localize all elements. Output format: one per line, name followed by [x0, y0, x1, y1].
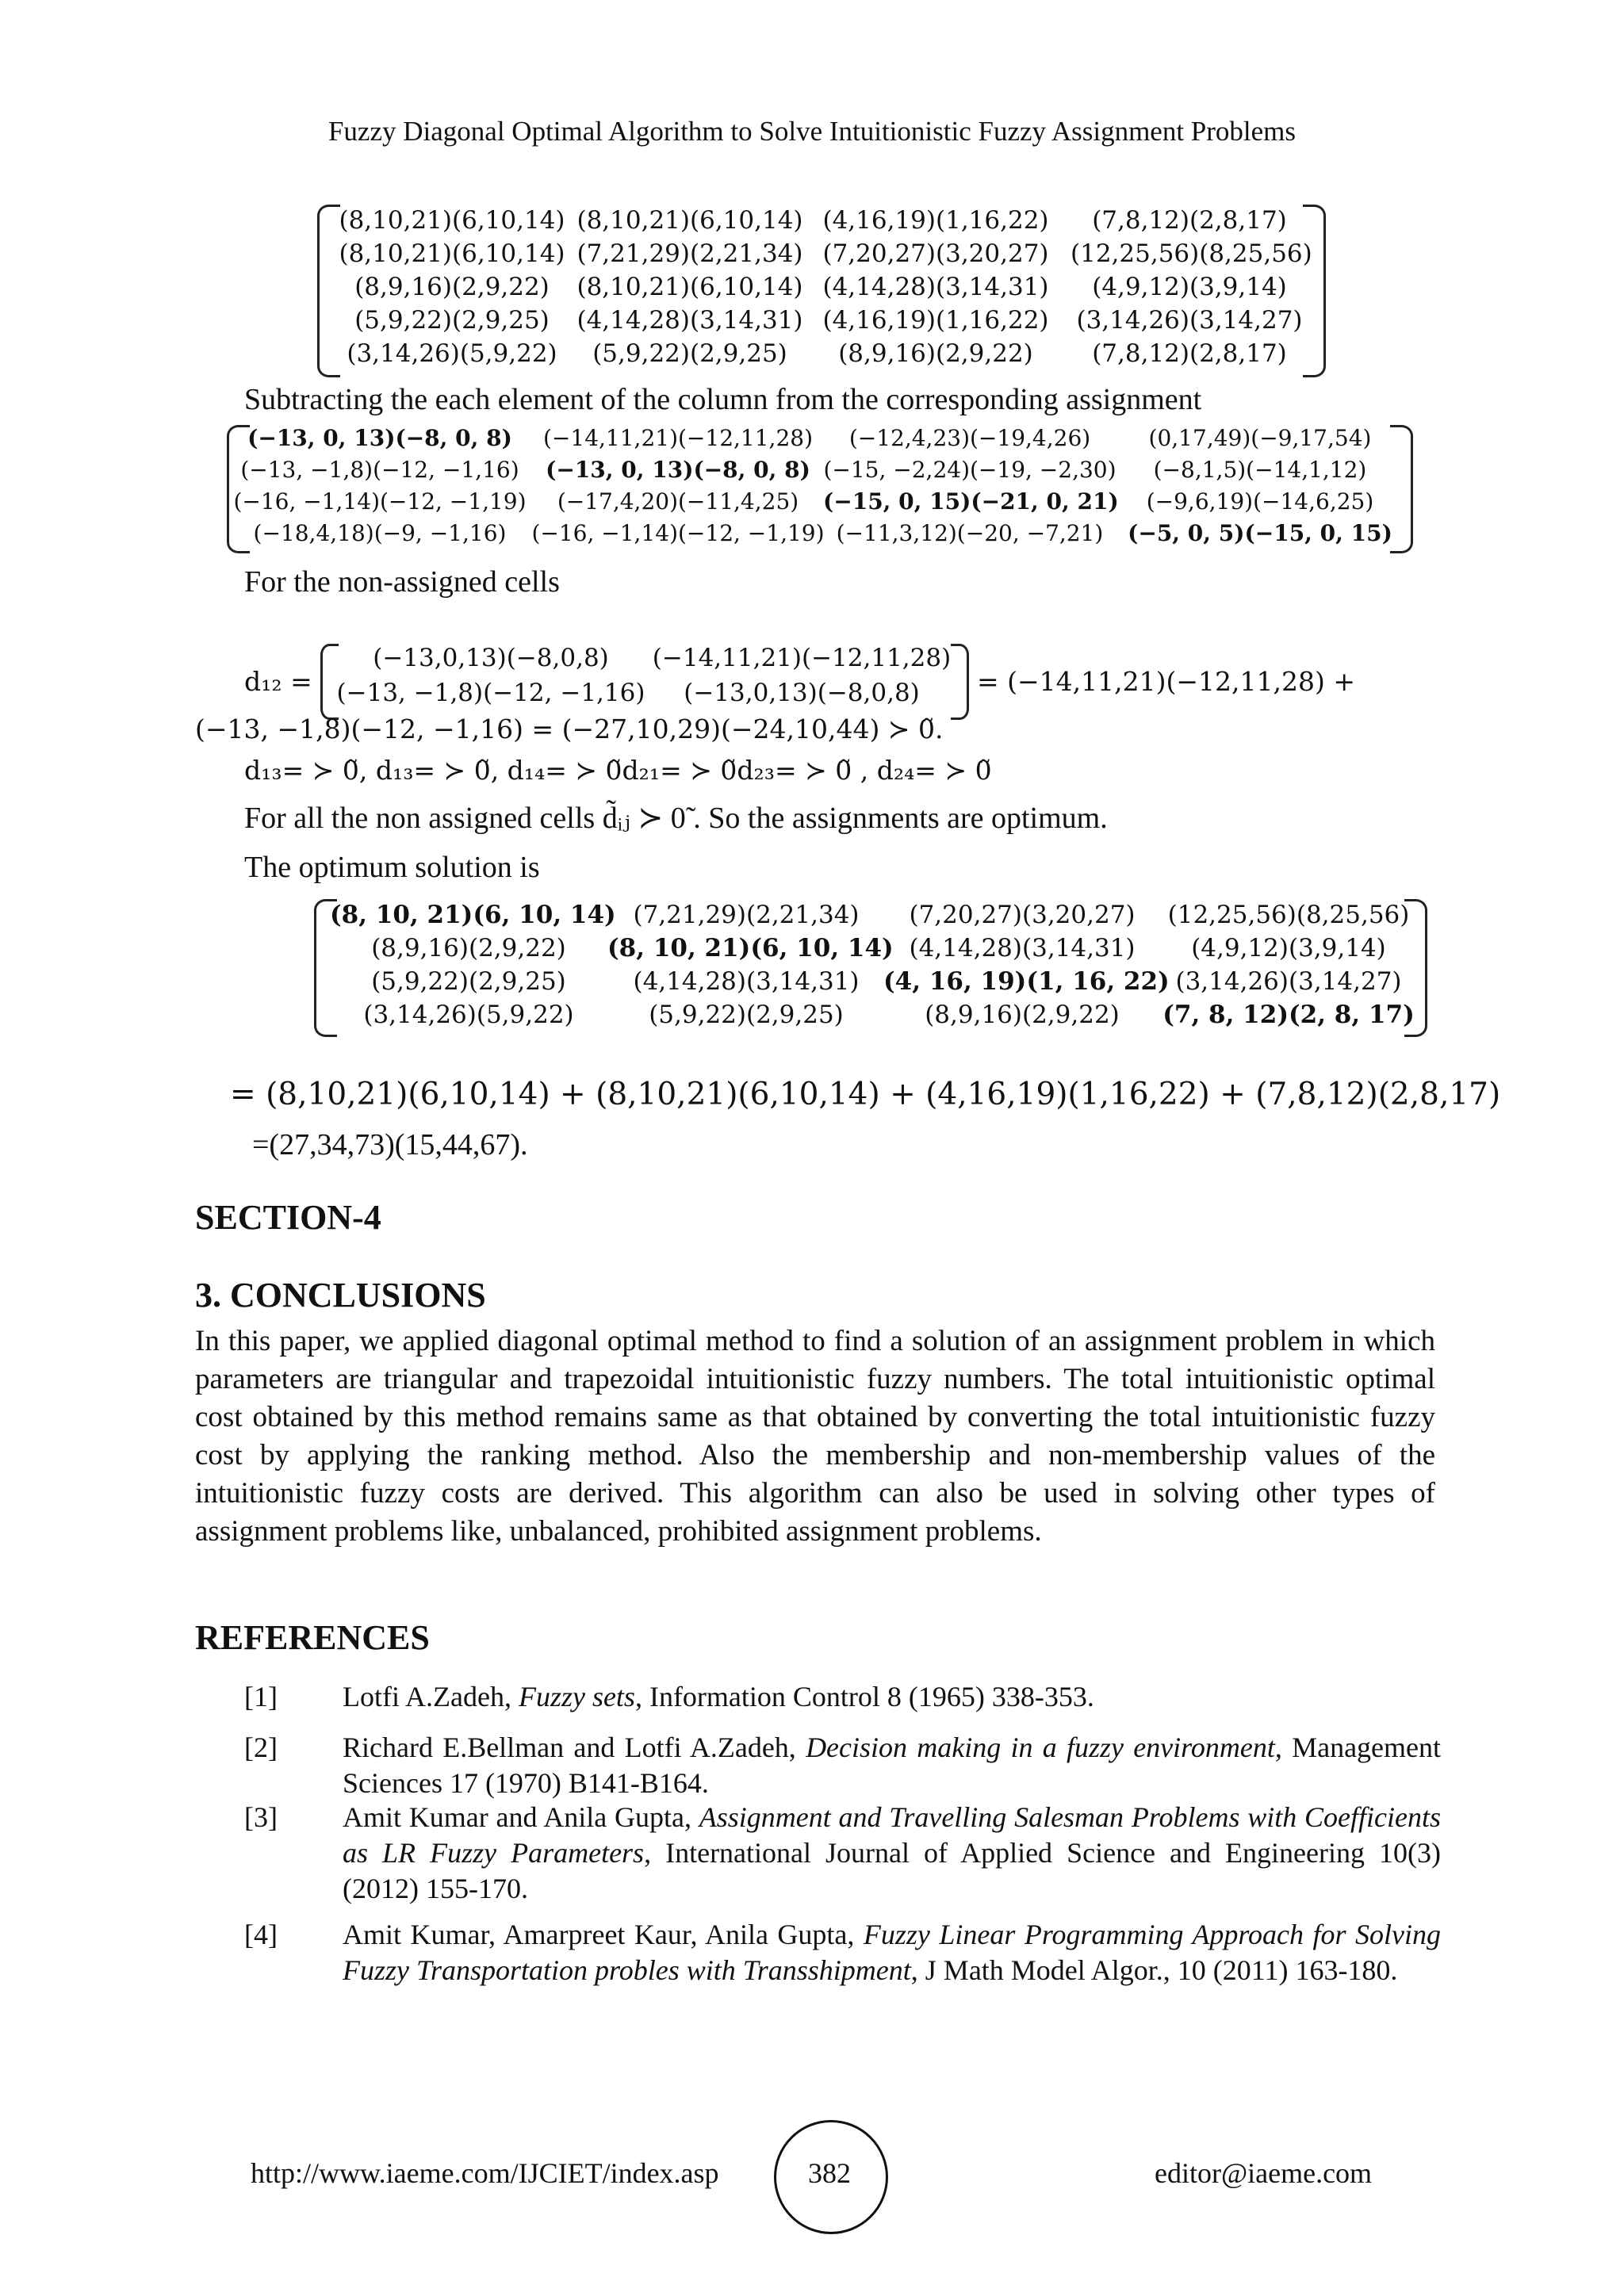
- reference-item: [244, 1679, 1442, 1715]
- d12-rhs: = (−14,11,21)(−12,11,28) +: [977, 666, 1355, 697]
- reference-source: , Information Control 8 (1965) 338-353.: [634, 1681, 1094, 1712]
- matrix-cell: (8, 10, 21)(6, 10, 14): [330, 901, 616, 929]
- matrix-row: [320, 644, 969, 679]
- reference-number: [1]: [244, 1681, 278, 1712]
- cost-matrix: [317, 205, 1326, 373]
- matrix-cell: (7,21,29)(2,21,34): [576, 239, 803, 268]
- matrix-cell: (8,10,21)(6,10,14): [576, 206, 803, 235]
- matrix-cell: (8,9,16)(2,9,22): [371, 934, 566, 962]
- matrix-cell: (3,14,26)(5,9,22): [347, 339, 557, 368]
- matrix-cell: (8,10,21)(6,10,14): [576, 273, 803, 301]
- matrix-cell: (7,8,12)(2,8,17): [1092, 339, 1287, 368]
- matrix-row: [317, 239, 1326, 274]
- reference-authors: Amit Kumar and Anila Gupta,: [343, 1801, 699, 1833]
- matrix-row: [227, 520, 1413, 555]
- matrix-cell: (4,14,28)(3,14,31): [633, 967, 860, 996]
- d12-line2: (−13, −1,8)(−12, −1,16) = (−27,10,29)(−24,10,44) ≻ 0̃.: [195, 714, 944, 744]
- difference-matrix: [227, 425, 1413, 549]
- footer-url[interactable]: http://www.iaeme.com/IJCIET/index.asp: [251, 2157, 719, 2189]
- matrix-cell: (−13,0,13)(−8,0,8): [684, 679, 920, 707]
- reference-text: [343, 1730, 1441, 1801]
- reference-text: [343, 1917, 1441, 1988]
- matrix-cell: (−13, 0, 13)(−8, 0, 8): [247, 425, 512, 451]
- matrix-cell: (−15, −2,24)(−19, −2,30): [823, 457, 1116, 483]
- matrix-row: [317, 273, 1326, 308]
- conclusions-paragraph: In this paper, we applied diagonal optimal method to find a solution of an assignment problem in which parameters are triangular and trapezoidal intuitionistic fuzzy numbers. The total intuitionistic optimal cost obtained by this method remains same as that obtained by converting the total intuitionistic fuzzy cost by applying the ranking method. Also the membership and non-membership values of the intuitionistic fuzzy costs are derived. This algorithm can also be used in solving other types of assignment problems like, unbalanced, prohibited assignment problems.: [195, 1325, 1435, 1548]
- reference-number: [4]: [244, 1919, 278, 1950]
- reference-item: [244, 1730, 1442, 1801]
- matrix-cell: (8,10,21)(6,10,14): [339, 239, 565, 268]
- matrix-row: [227, 457, 1413, 492]
- matrix-cell: (7,20,27)(3,20,27): [822, 239, 1049, 268]
- matrix-cell: (−13, −1,8)(−12, −1,16): [240, 457, 519, 483]
- matrix-cell: (−16, −1,14)(−12, −1,19): [531, 520, 825, 546]
- reference-source: , J Math Model Algor., 10 (2011) 163-180.: [910, 1954, 1398, 1986]
- matrix-row: [314, 967, 1427, 1002]
- running-head: Fuzzy Diagonal Optimal Algorithm to Solve Intuitionistic Fuzzy Assignment Problems: [327, 116, 1297, 147]
- reference-item: [244, 1800, 1442, 1907]
- matrix-cell: (−18,4,18)(−9, −1,16): [253, 520, 507, 546]
- sum-line: = (8,10,21)(6,10,14) + (8,10,21)(6,10,14) + (4,16,19)(1,16,22) + (7,8,12)(2,8,17): [230, 1077, 1501, 1112]
- all-non-assigned-text: For all the non assigned cells d̃ᵢⱼ ≻ 0̃ . So the assignments are optimum.: [244, 802, 1108, 835]
- matrix-cell: (4,16,19)(1,16,22): [822, 206, 1049, 235]
- footer-email[interactable]: editor@iaeme.com: [1155, 2157, 1373, 2189]
- matrix-cell: (−12,4,23)(−19,4,26): [848, 425, 1091, 451]
- matrix-cell: (8,10,21)(6,10,14): [339, 206, 565, 235]
- matrix-cell: (−17,4,20)(−11,4,25): [557, 488, 799, 515]
- matrix-cell: (7,21,29)(2,21,34): [633, 901, 860, 929]
- matrix-cell: (3,14,26)(3,14,27): [1076, 306, 1303, 335]
- matrix-cell: (−8,1,5)(−14,1,12): [1153, 457, 1367, 483]
- matrix-cell: (8,9,16)(2,9,22): [838, 339, 1033, 368]
- matrix-row: [314, 934, 1427, 969]
- matrix-cell: (7,20,27)(3,20,27): [909, 901, 1136, 929]
- matrix-cell: (4, 16, 19)(1, 16, 22): [883, 967, 1170, 996]
- matrix-cell: (−14,11,21)(−12,11,28): [652, 644, 952, 672]
- matrix-cell: (3,14,26)(5,9,22): [363, 1001, 574, 1029]
- matrix-cell: (3,14,26)(3,14,27): [1175, 967, 1402, 996]
- matrix-cell: (4,14,28)(3,14,31): [909, 934, 1136, 962]
- matrix-cell: (5,9,22)(2,9,25): [371, 967, 566, 996]
- matrix-row: [314, 901, 1427, 936]
- matrix-cell: (−13, 0, 13)(−8, 0, 8): [546, 457, 810, 483]
- optimum-text: The optimum solution is: [244, 851, 540, 884]
- matrix-row: [227, 488, 1413, 523]
- result-line: =(27,34,73)(15,44,67).: [252, 1128, 528, 1161]
- references-heading: REFERENCES: [195, 1618, 430, 1657]
- matrix-cell: (0,17,49)(−9,17,54): [1148, 425, 1372, 451]
- d-list: d₁₃= ≻ 0̃, d₁₃= ≻ 0̃, d₁₄= ≻ 0̃d₂₁= ≻ 0̃d₂₃= ≻ 0̃ , d₂₄= ≻ 0̃: [244, 755, 992, 786]
- matrix-cell: (−11,3,12)(−20, −7,21): [836, 520, 1104, 546]
- page-number: 382: [808, 2157, 851, 2189]
- conclusions-heading: 3. CONCLUSIONS: [195, 1276, 486, 1314]
- reference-item: [244, 1917, 1442, 2024]
- matrix-cell: (−14,11,21)(−12,11,28): [543, 425, 813, 451]
- reference-source: , International Journal of Applied Science and Engineering 10(3) (2012) 155-170.: [343, 1837, 1441, 1904]
- reference-title: Decision making in a fuzzy environment: [806, 1732, 1275, 1763]
- matrix-row: [317, 339, 1326, 374]
- matrix-row: [320, 679, 969, 714]
- matrix-cell: (7,8,12)(2,8,17): [1092, 206, 1287, 235]
- reference-text: [343, 1800, 1441, 1907]
- reference-authors: Richard E.Bellman and Lotfi A.Zadeh,: [343, 1732, 806, 1763]
- reference-title: Fuzzy sets: [518, 1681, 635, 1712]
- matrix-cell: (8,9,16)(2,9,22): [354, 273, 550, 301]
- matrix-row: [314, 1001, 1427, 1035]
- section-heading: SECTION-4: [195, 1198, 381, 1237]
- reference-authors: Lotfi A.Zadeh,: [343, 1681, 519, 1712]
- reference-number: [3]: [244, 1801, 278, 1833]
- matrix-cell: (4,16,19)(1,16,22): [822, 306, 1049, 335]
- matrix-cell: (12,25,56)(8,25,56): [1167, 901, 1410, 929]
- matrix-row: [317, 306, 1326, 341]
- reference-authors: Amit Kumar, Amarpreet Kaur, Anila Gupta,: [343, 1919, 864, 1950]
- optimum-matrix: [314, 899, 1427, 1032]
- d12-lhs: d₁₂ =: [244, 666, 312, 697]
- matrix-cell: (−13,0,13)(−8,0,8): [373, 644, 609, 672]
- matrix-cell: (4,14,28)(3,14,31): [822, 273, 1049, 301]
- matrix-cell: (12,25,56)(8,25,56): [1071, 239, 1312, 268]
- matrix-cell: (4,9,12)(3,9,14): [1191, 934, 1386, 962]
- matrix-cell: (5,9,22)(2,9,25): [354, 306, 550, 335]
- matrix-cell: (8,9,16)(2,9,22): [925, 1001, 1120, 1029]
- matrix-cell: (−9,6,19)(−14,6,25): [1146, 488, 1374, 515]
- matrix-cell: (−15, 0, 15)(−21, 0, 21): [823, 488, 1119, 515]
- matrix-cell: (−13, −1,8)(−12, −1,16): [336, 679, 645, 707]
- reference-source: , Management Sciences 17 (1970) B141-B164.: [343, 1732, 1442, 1799]
- matrix-cell: (4,14,28)(3,14,31): [576, 306, 803, 335]
- matrix-cell: (8, 10, 21)(6, 10, 14): [607, 934, 894, 962]
- matrix-cell: (5,9,22)(2,9,25): [592, 339, 787, 368]
- matrix-cell: (5,9,22)(2,9,25): [649, 1001, 844, 1029]
- reference-title: Assignment and Travelling Salesman Problems with Coefficients as LR Fuzzy Parameters: [343, 1801, 1441, 1869]
- reference-text: [343, 1679, 1441, 1715]
- reference-number: [2]: [244, 1732, 278, 1763]
- matrix-cell: (7, 8, 12)(2, 8, 17): [1162, 1001, 1415, 1029]
- non-assigned-text: For the non-assigned cells: [244, 565, 560, 599]
- matrix-cell: (4,9,12)(3,9,14): [1092, 273, 1287, 301]
- reference-title: Fuzzy Linear Programming Approach for Solving Fuzzy Transportation probles with Transshipment: [343, 1919, 1441, 1986]
- matrix-row: [317, 206, 1326, 241]
- matrix-cell: (−5, 0, 5)(−15, 0, 15): [1128, 520, 1392, 546]
- matrix-cell: (−16, −1,14)(−12, −1,19): [233, 488, 527, 515]
- matrix-row: [227, 425, 1413, 460]
- d12-matrix: [320, 644, 969, 715]
- subtract-text: Subtracting the each element of the column from the corresponding assignment: [244, 383, 1202, 416]
